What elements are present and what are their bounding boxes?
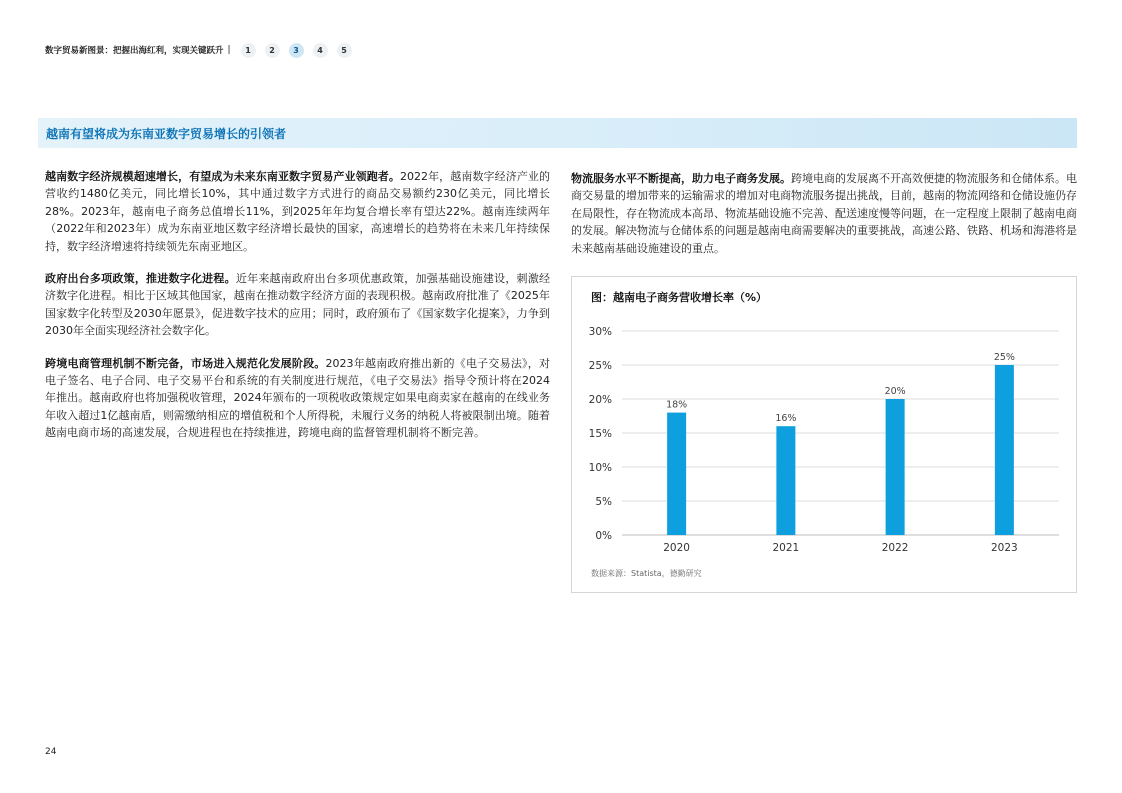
paragraph-digital-economy bbox=[45, 168, 550, 255]
header bbox=[45, 42, 352, 58]
header-separator: | bbox=[227, 45, 231, 55]
y-tick-label: 10% bbox=[588, 462, 612, 474]
y-tick-label: 0% bbox=[595, 530, 612, 542]
paragraph-regulation bbox=[45, 355, 550, 442]
paragraph-body: 2023年越南政府推出新的《电子交易法》，对电子签名、电子合同、电子交易平台和系统的有关制度进行规范，《电子交易法》指导令预计将在2024年推出。越南政府也将加强税收管理，2024年颁布的一项税收政策规定如果电商卖家在越南的在线业务年收入超过1亿越南盾，则需缴纳相应的增值税和个人所得税，未履行义务的纳税人将被限制出境。随着越南电商市场的高速发展，合规进程也在持续推进，跨境电商的监督管理机制将不断完善。 bbox=[45, 356, 551, 440]
chart-title: 图：越南电子商务营收增长率（%） bbox=[591, 291, 768, 304]
bar-2023 bbox=[995, 365, 1014, 535]
paragraph-body: 2022年，越南数字经济产业的营收约1480亿美元，同比增长10%，其中通过数字方式进行的商品交易额约230亿美元，同比增长28%。2023年，越南电子商务总值增长11%，到2025年年均复合增长率有望达22%。越南连续两年（2022年和2023年）成为东南亚地区数字经济增长最快的国家，高速增长的趋势将在未来几年持续保持，数字经济增速将持续领先东南亚地区。 bbox=[45, 170, 551, 253]
paragraph-body: 跨境电商的发展离不开高效便捷的物流服务和仓储体系。电商交易量的增加带来的运输需求的增加对电商物流服务提出挑战，目前，越南的物流网络和仓储设施仍存在局限性，存在物流成本高昂、物流基础设施不完善、配送速度慢等问题，在一定程度上限制了越南电商的发展。解决物流与仓储体系的问题是越南电商需要解决的重要挑战，高速公路、铁路、机场和海港将是未来越南基础设施建设的重点。 bbox=[571, 172, 1077, 255]
x-tick-label: 2023 bbox=[991, 542, 1018, 554]
page-link-3[interactable]: 3 bbox=[289, 43, 304, 58]
y-tick-label: 30% bbox=[588, 326, 612, 338]
data-label: 16% bbox=[775, 413, 797, 425]
paragraph-policy bbox=[45, 270, 550, 340]
bar-chart bbox=[572, 277, 1078, 594]
data-label: 25% bbox=[993, 352, 1015, 363]
y-tick-label: 20% bbox=[588, 394, 612, 406]
section-title: 越南有望将成为东南亚数字贸易增长的引领者 bbox=[46, 126, 287, 141]
page-link-5[interactable]: 5 bbox=[337, 43, 352, 58]
report-title: 数字贸易新图景：把握出海红利，实现关键跃升 bbox=[45, 46, 224, 56]
bar-2021 bbox=[776, 426, 795, 535]
right-column bbox=[571, 170, 1077, 272]
page-navigation bbox=[241, 43, 352, 58]
page-link-4[interactable]: 4 bbox=[313, 43, 328, 58]
page-number: 24 bbox=[45, 747, 57, 757]
chart-card bbox=[571, 276, 1077, 593]
y-tick-label: 25% bbox=[588, 360, 612, 372]
page-link-1[interactable]: 1 bbox=[241, 43, 256, 58]
y-tick-label: 15% bbox=[588, 428, 612, 440]
page-link-2[interactable]: 2 bbox=[265, 43, 280, 58]
x-tick-label: 2022 bbox=[881, 542, 909, 554]
section-banner bbox=[38, 118, 1077, 148]
chart-source: 数据来源：Statista，德勤研究 bbox=[591, 569, 702, 578]
y-tick-label: 5% bbox=[595, 496, 612, 508]
left-column bbox=[45, 168, 550, 457]
data-label: 20% bbox=[884, 386, 906, 397]
paragraph-logistics bbox=[571, 170, 1077, 257]
paragraph-lead: 政府出台多项政策，推进数字化进程。 bbox=[45, 272, 236, 286]
bar-2022 bbox=[886, 399, 905, 535]
data-label: 18% bbox=[666, 399, 688, 411]
paragraph-lead: 越南数字经济规模超速增长，有望成为未来东南亚数字贸易产业领跑者。 bbox=[45, 170, 400, 183]
paragraph-lead: 跨境电商管理机制不断完备，市场进入规范化发展阶段。 bbox=[45, 356, 326, 370]
paragraph-lead: 物流服务水平不断提高，助力电子商务发展。 bbox=[571, 172, 791, 185]
x-tick-label: 2021 bbox=[772, 542, 800, 554]
paragraph-body: 近年来越南政府出台多项优惠政策，加强基础设施建设，刺激经济数字化进程。相比于区域其他国家，越南在推动数字经济方面的表现积极。越南政府批准了《2025年国家数字化转型及2030年愿景》，促进数字技术的应用；同时，政府颁布了《国家数字化提案》，力争到2030年全面实现经济社会数字化。 bbox=[45, 272, 551, 338]
x-tick-label: 2020 bbox=[663, 542, 690, 554]
bar-2020 bbox=[667, 413, 686, 535]
